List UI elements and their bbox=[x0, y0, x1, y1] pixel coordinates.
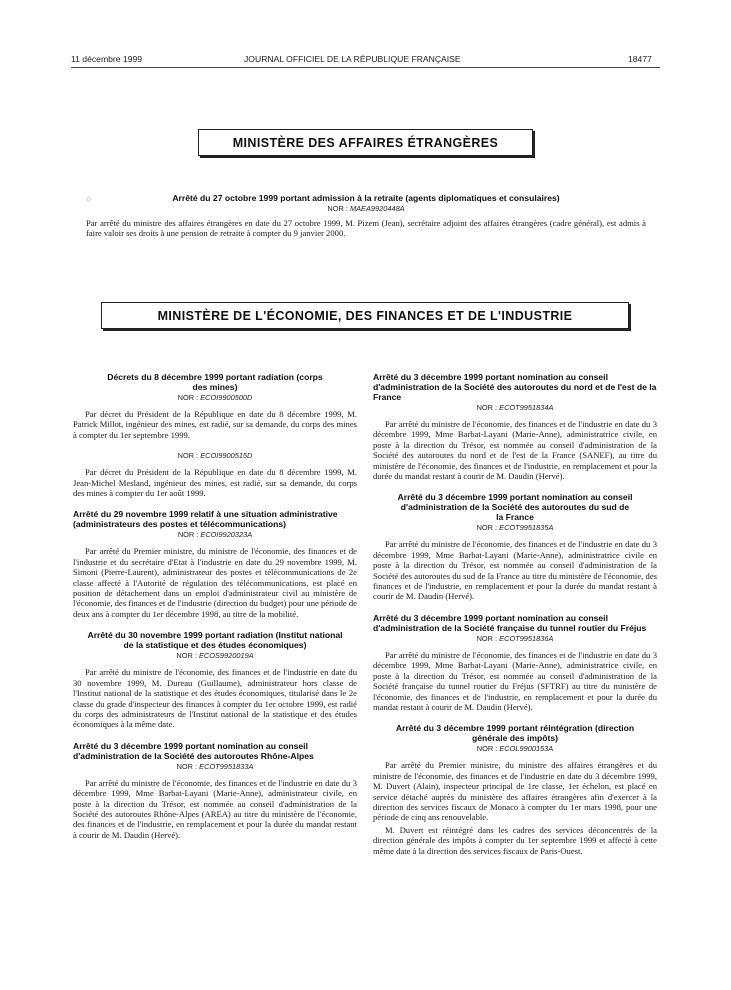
separator-diamond-icon: ◇ bbox=[86, 195, 92, 203]
arrete-nor bbox=[73, 762, 357, 771]
arrete-retraite-text: Par arrêté du ministre des affaires étrangères en date du 27 octobre 1999, M. Pizem (Jean), secrétaire adjoint des affaires étrangères (cadre général), est admis à faire valoir ses droits à une pension de retraite à compter du 9 janvier 2000. bbox=[86, 218, 646, 239]
nor-label: NOR : bbox=[476, 744, 498, 754]
arrete-retraite-nor bbox=[86, 204, 646, 213]
nor-code: ECOI9900500D bbox=[200, 393, 253, 402]
nor-label: NOR : bbox=[176, 651, 197, 661]
arrete-title: Arrêté du 29 novembre 1999 relatif à une situation administrative (administrateurs des postes et télécommunications) bbox=[73, 509, 338, 530]
header-rule bbox=[71, 67, 660, 68]
arrete-title: Arrêté du 3 décembre 1999 portant nomination au conseil d'administration de la Société des autoroutes du nord et de l'est de la France bbox=[373, 372, 657, 402]
ministry-heading-economie: MINISTÈRE DE L'ÉCONOMIE, DES FINANCES ET DE L'INDUSTRIE bbox=[101, 302, 629, 329]
arrete-text: Par arrêté du ministre de l'économie, des finances et de l'industrie en date du 3 décembre 1999, Mme Barbat-Layani (Marie-Anne), administratrice civile, en poste à la direction du Trésor, est nommée au conseil d'administration de la Société française du tunnel routier du Fréjus (SFTRF) au titre du ministère de l'économie, des finances et de l'industrie, en remplacement et pour la durée du mandat restant à courir de M. Daudin (Hervé). bbox=[373, 649, 657, 712]
header-date: 11 décembre 1999 bbox=[71, 54, 143, 64]
arrete-reintegration bbox=[373, 723, 657, 856]
arrete-nor bbox=[373, 634, 657, 643]
nor-code: ECOT9951836A bbox=[499, 633, 554, 643]
nor-label: NOR : bbox=[476, 523, 498, 533]
decret-nor bbox=[73, 451, 357, 460]
arrete-text: Par arrêté du Premier ministre, du ministre de l'économie, des finances et de l'industrie et du secrétaire d'Etat à l'industrie en date du 29 novembre 1999, M. Simoni (Pierre-Laurent), administrateur des postes et télécommunications de 2e classe affecté à l'Autorité de régulation des télécommunications, est placé en position de détachement dans un emploi d'administrateur civil au ministère de l'économie, des finances et de l'industrie (direction du budget) pour une période de deux ans à compter du 1er décembre 1998, au titre de la mobilité. bbox=[73, 546, 357, 619]
arrete-nor bbox=[373, 403, 657, 412]
nor-label: NOR : bbox=[176, 761, 198, 771]
decret-nor bbox=[73, 393, 357, 402]
nor-label: NOR : bbox=[476, 633, 498, 643]
nor-label: NOR : bbox=[177, 451, 199, 461]
arrete-title: Arrêté du 3 décembre 1999 portant réintégration (direction générale des impôts) bbox=[395, 723, 635, 744]
arrete-nor bbox=[73, 651, 357, 660]
arrete-title: Arrêté du 3 décembre 1999 portant nomination au conseil d'administration de la Société des autoroutes du sud de la France bbox=[397, 492, 633, 523]
header-journal-title: JOURNAL OFFICIEL DE LA RÉPUBLIQUE FRANÇAISE bbox=[244, 54, 461, 64]
arrete-nomination-asf bbox=[373, 492, 657, 601]
nor-code: ECOL9900153A bbox=[499, 744, 554, 754]
arrete-situation-administrative bbox=[73, 509, 357, 619]
arrete-nomination-sanef bbox=[373, 372, 657, 481]
ministry-heading-affaires-etrangeres: MINISTÈRE DES AFFAIRES ÉTRANGÈRES bbox=[198, 129, 533, 156]
nor-label: NOR : bbox=[327, 204, 348, 213]
nor-label: NOR : bbox=[476, 403, 498, 412]
arrete-text: Par arrêté du ministre de l'économie, des finances et de l'industrie en date du 3 décembre 1999, Mme Barbat-Layani (Marie-Anne), administrateur civile, en poste à la direction du Trésor, est nommée au conseil d'administration de la Société des autoroutes Rhône-Alpes (AREA) au titre du ministère de l'économie, des finances et de l'industrie, en remplacement et pour la durée du mandat restant à courir de M. Daudin (Hervé). bbox=[73, 777, 357, 840]
header-page-number: 18477 bbox=[628, 54, 652, 64]
decret-text: Par décret du Président de la République en date du 8 décembre 1999, M. Patrick Millot, ingénieur des mines, est radié, sur sa demande, du corps des mines à compter du 1er septembre 1999. bbox=[73, 409, 357, 440]
arrete-nor bbox=[73, 530, 357, 539]
arrete-text-continued: M. Duvert est réintégré dans les cadres des services déconcentrés de la direction générale des impôts à compter du 1er septembre 1999 et affecté à cette même date à la direction des services fiscaux de Paris-Ouest. bbox=[373, 824, 657, 856]
decret-radiation-mesland bbox=[73, 451, 357, 498]
arrete-title: Arrêté du 3 décembre 1999 portant nomination au conseil d'administration de la Société française du tunnel routier du Fréjus bbox=[373, 612, 647, 633]
arrete-text: Par arrêté du Premier ministre, du ministre des affaires étrangères et du ministre de l'économie, des finances et de l'industrie en date du 3 décembre 1999, M. Duvert (Alain), inspecteur principal de 1re classe, 1er échelon, est placé en service détaché auprès du ministère des affaires étrangères afin d'exercer à la direction des services fiscaux de Monaco à compter du 1er mars 1998, pour une période de cinq ans renouvelable. bbox=[373, 760, 657, 823]
decret-radiation-millot bbox=[73, 372, 357, 440]
arrete-radiation-insee bbox=[73, 630, 357, 729]
arrete-title: Arrêté du 3 décembre 1999 portant nomination au conseil d'administration de la Société des autoroutes Rhône-Alpes bbox=[73, 740, 314, 761]
arrete-nomination-sftrf bbox=[373, 613, 657, 712]
nor-code: ECOT9951834A bbox=[499, 403, 554, 412]
nor-code: ECOI9900515D bbox=[200, 451, 253, 461]
arrete-title: Arrêté du 30 novembre 1999 portant radiation (Institut national de la statistique et des études économiques) bbox=[87, 630, 343, 651]
decret-text: Par décret du Président de la République en date du 8 décembre 1999, M. Jean-Michel Mesland, ingénieur des mines, est radié, sur sa demande, du corps des mines à compter du 1er août 1999. bbox=[73, 467, 357, 499]
right-column bbox=[373, 372, 657, 867]
nor-code: ECOS9920019A bbox=[198, 651, 254, 661]
arrete-retraite-title: Arrêté du 27 octobre 1999 portant admission à la retraite (agents diplomatiques et consulaires) bbox=[172, 193, 560, 203]
left-column bbox=[73, 372, 357, 851]
nor-label: NOR : bbox=[177, 393, 199, 402]
arrete-nomination-area bbox=[73, 741, 357, 840]
arrete-nor bbox=[373, 523, 657, 532]
nor-label: NOR : bbox=[177, 530, 199, 540]
arrete-retraite bbox=[86, 193, 646, 250]
arrete-nor bbox=[373, 744, 657, 753]
arrete-text: Par arrêté du ministre de l'économie, des finances et de l'industrie en date du 30 novembre 1999, M. Dureau (Guillaume), administrateur hors classe de l'Institut national de la statistique et des études économiques, titularisé dans le 2e classe du grade d'inspecteur des finances à compter du 1er octobre 1999, est radié du corps des administrateurs de l'Institut national de la statistique et des études économiques à la même date. bbox=[73, 667, 357, 730]
arrete-text: Par arrêté du ministre de l'économie, des finances et de l'industrie en date du 3 décembre 1999, Mme Barbat-Layani (Marie-Anne), administratrice civile, en poste à la direction du Trésor, est nommée au conseil d'administration de la Société des autoroutes du nord et de l'est de la France (SANEF), au titre du ministère de l'économie, des finances et de l'industrie, en remplacement et pour la durée du mandat restant à courir de M. Daudin (Hervé). bbox=[373, 419, 657, 482]
nor-code: ECOT9951835A bbox=[499, 523, 554, 533]
arrete-text: Par arrêté du ministre de l'économie, des finances et de l'industrie en date du 3 décembre 1999, Mme Barbat-Layani (Marie-Anne), administratrice civile en poste à la direction du Trésor, est nommée au conseil d'administration de la Société des autoroutes du sud de la France au titre du ministère de l'économie, des finances et de l'industrie, en remplacement et pour la durée du mandat restant à courir de M. Daudin (Hervé). bbox=[373, 539, 657, 602]
nor-code: ECOI9920323A bbox=[200, 530, 253, 540]
decret-title: Décrets du 8 décembre 1999 portant radiation (corps des mines) bbox=[107, 372, 323, 392]
nor-code: MAEA9920448A bbox=[349, 204, 405, 213]
nor-code: ECOT9951833A bbox=[199, 761, 254, 771]
